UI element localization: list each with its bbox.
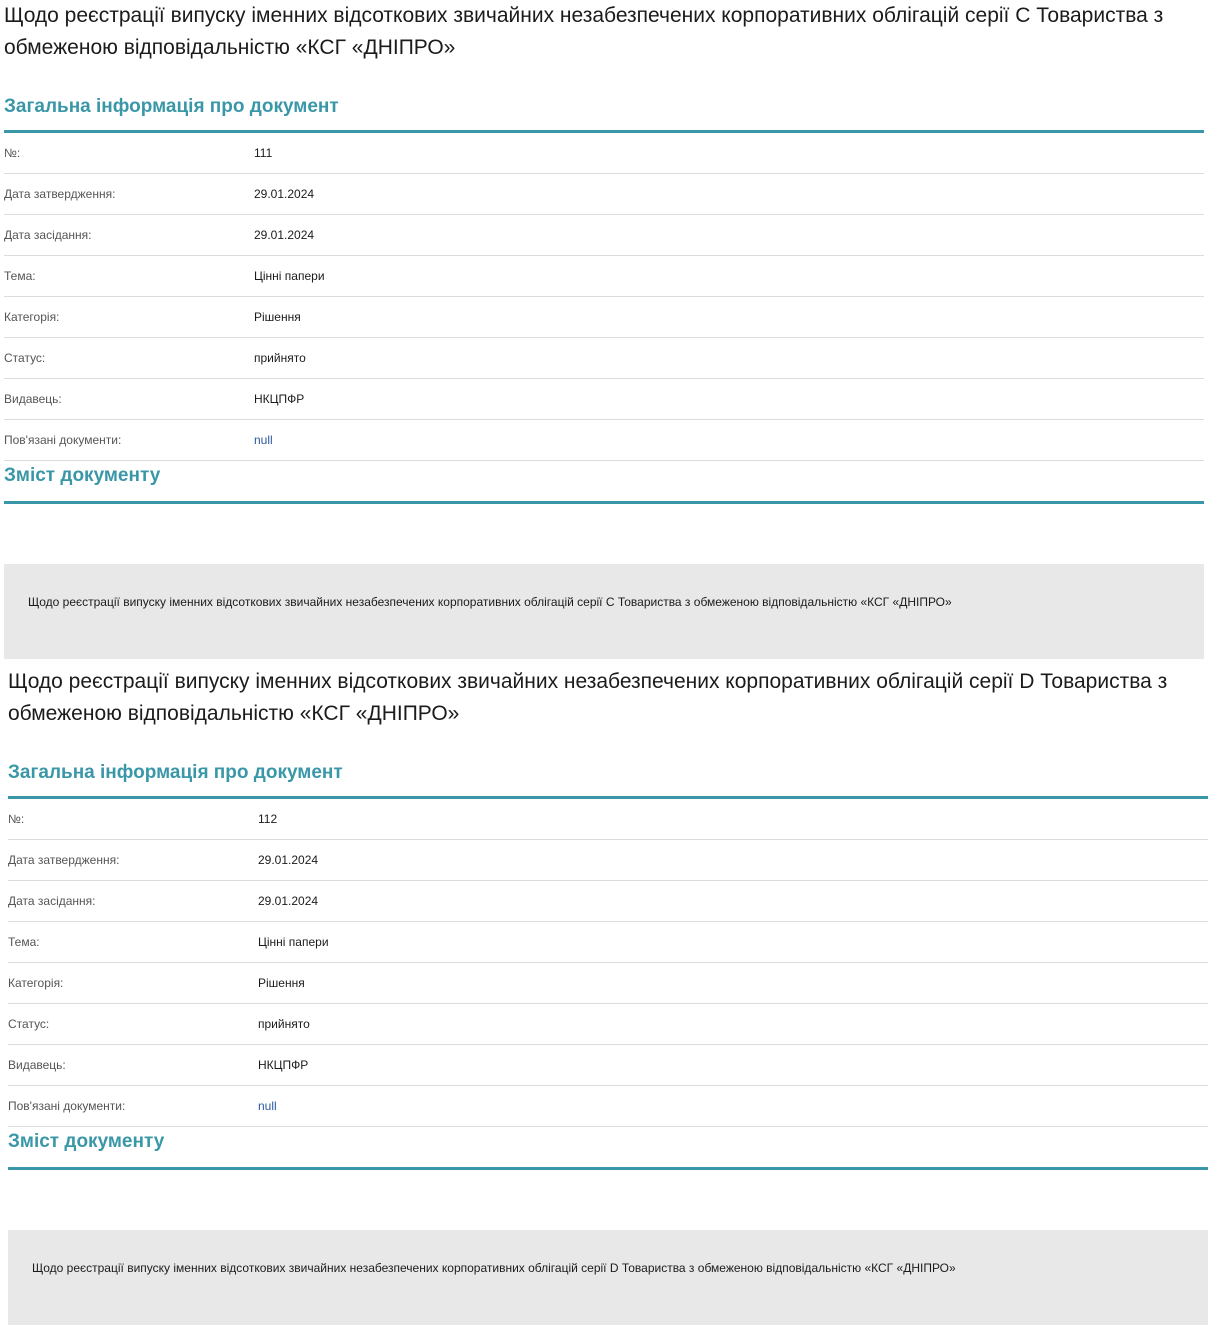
info-row-approval-date <box>8 840 1208 881</box>
info-label: Категорія: <box>4 310 60 324</box>
info-value: 29.01.2024 <box>254 187 315 201</box>
document-title: Щодо реєстрації випуску іменних відсоткових звичайних незабезпечених корпоративних облігацій серії D Товариства з обмеженою відповідальністю «КСГ «ДНІПРО» <box>8 670 1168 725</box>
info-row-publisher <box>8 1045 1208 1086</box>
info-label: Тема: <box>8 935 40 949</box>
info-value: НКЦПФР <box>254 392 305 406</box>
info-row-topic <box>4 256 1204 297</box>
info-value: Рішення <box>254 310 301 324</box>
info-label: Категорія: <box>8 976 64 990</box>
info-value: 29.01.2024 <box>258 894 319 908</box>
info-label: Видавець: <box>4 392 62 406</box>
info-label: Пов'язані документи: <box>8 1099 126 1113</box>
info-row-meeting-date <box>8 881 1208 922</box>
document-content-box <box>8 1230 1208 1325</box>
info-row-category <box>4 297 1204 338</box>
info-value: 111 <box>254 146 273 160</box>
info-row-number <box>8 799 1208 840</box>
info-label: Дата затвердження: <box>4 187 116 201</box>
info-value: Цінні папери <box>254 269 325 283</box>
document-card <box>4 0 1204 659</box>
info-label: Дата затвердження: <box>8 853 120 867</box>
document-content-heading: Зміст документу <box>4 461 1204 504</box>
document-content-text: Щодо реєстрації випуску іменних відсоткових звичайних незабезпечених корпоративних облігацій серії D Товариства з обмеженою відповідальністю «КСГ «ДНІПРО» <box>32 1260 956 1275</box>
document-content-box <box>4 564 1204 659</box>
info-value: НКЦПФР <box>258 1058 309 1072</box>
document-content-heading: Зміст документу <box>8 1127 1208 1170</box>
info-row-related-documents <box>4 420 1204 461</box>
general-info-table <box>4 133 1204 461</box>
info-label: Тема: <box>4 269 36 283</box>
info-value: 29.01.2024 <box>254 228 315 242</box>
info-row-number <box>4 133 1204 174</box>
info-row-topic <box>8 922 1208 963</box>
info-row-approval-date <box>4 174 1204 215</box>
document-card <box>8 666 1208 1325</box>
general-info-table <box>8 799 1208 1127</box>
info-label: Пов'язані документи: <box>4 433 122 447</box>
info-label: Статус: <box>4 351 46 365</box>
info-row-category <box>8 963 1208 1004</box>
info-value: прийнято <box>258 1017 310 1031</box>
info-value: 112 <box>258 812 278 826</box>
info-label: Статус: <box>8 1017 50 1031</box>
info-row-status <box>4 338 1204 379</box>
info-value: 29.01.2024 <box>258 853 319 867</box>
info-label: Дата засідання: <box>4 228 92 242</box>
info-row-status <box>8 1004 1208 1045</box>
info-label: Дата засідання: <box>8 894 96 908</box>
info-value: Рішення <box>258 976 305 990</box>
info-row-related-documents <box>8 1086 1208 1127</box>
info-label: №: <box>4 146 21 160</box>
info-value: Цінні папери <box>258 935 329 949</box>
related-documents-link[interactable]: null <box>258 1099 277 1113</box>
info-label: №: <box>8 812 25 826</box>
info-label: Видавець: <box>8 1058 66 1072</box>
info-value: прийнято <box>254 351 306 365</box>
document-title: Щодо реєстрації випуску іменних відсоткових звичайних незабезпечених корпоративних облігацій серії C Товариства з обмеженою відповідальністю «КСГ «ДНІПРО» <box>4 4 1164 59</box>
related-documents-link[interactable]: null <box>254 433 273 447</box>
document-content-text: Щодо реєстрації випуску іменних відсоткових звичайних незабезпечених корпоративних облігацій серії C Товариства з обмеженою відповідальністю «КСГ «ДНІПРО» <box>28 594 952 609</box>
info-row-meeting-date <box>4 215 1204 256</box>
general-info-heading: Загальна інформація про документ <box>8 760 1208 799</box>
general-info-heading: Загальна інформація про документ <box>4 94 1204 133</box>
info-row-publisher <box>4 379 1204 420</box>
